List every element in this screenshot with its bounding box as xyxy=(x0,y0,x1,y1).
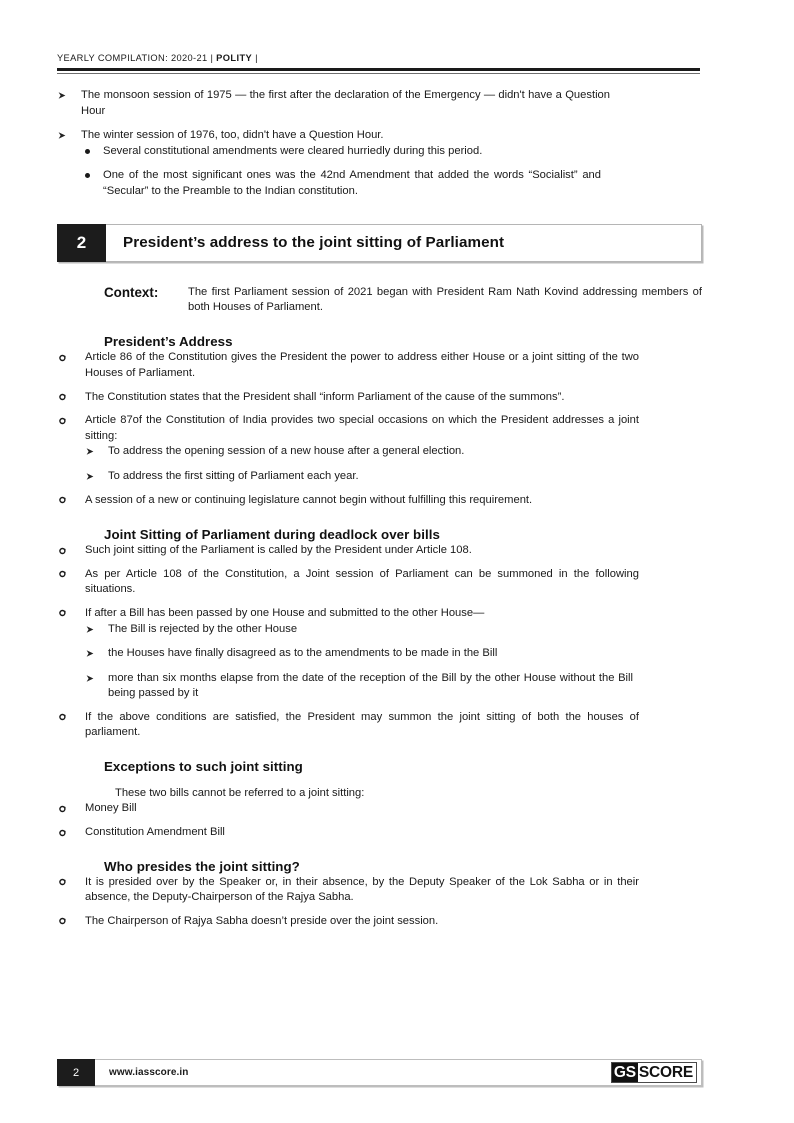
page-footer xyxy=(57,1059,702,1086)
list-item-text: Constitution Amendment Bill xyxy=(85,826,225,839)
list-item xyxy=(57,875,639,906)
header-rule-thick xyxy=(57,68,700,71)
list-item xyxy=(57,413,639,484)
section-number: 2 xyxy=(57,224,106,262)
arrow-bullet-icon xyxy=(58,131,67,140)
list-item xyxy=(85,444,633,460)
ring-bullet-icon xyxy=(59,805,67,813)
context-block xyxy=(104,285,702,316)
list-item-text: The Chairperson of Rajya Sabha doesn’t preside over the joint session. xyxy=(85,914,439,927)
header-rule-thin xyxy=(57,73,700,74)
list-item xyxy=(57,350,639,381)
list-item xyxy=(57,914,639,930)
nested-dot-list xyxy=(81,144,601,200)
list-item xyxy=(57,567,639,598)
presidents-address-list xyxy=(57,350,639,508)
arrow-bullet-icon xyxy=(58,91,67,100)
header-compilation-label: YEARLY COMPILATION: 2020-21 | xyxy=(57,53,214,63)
list-item xyxy=(81,168,601,199)
dot-bullet-icon xyxy=(85,173,90,178)
list-item-text: The Constitution states that the President shall “inform Parliament of the cause of the summons”. xyxy=(85,390,565,403)
list-item xyxy=(85,671,633,702)
list-item-text: If after a Bill has been passed by one House and submitted to the other House— xyxy=(85,606,485,619)
joint-sitting-deadlock-list xyxy=(57,543,639,741)
list-item-text: As per Article 108 of the Constitution, a Joint session of Parliament can be summoned in the following situations. xyxy=(85,567,639,596)
list-item-text: Article 87of the Constitution of India provides two special occasions on which the President addresses a joint sitting: xyxy=(85,414,639,442)
ring-bullet-icon xyxy=(59,393,67,401)
ring-bullet-icon xyxy=(59,609,67,617)
list-item-text: Money Bill xyxy=(85,802,137,815)
continuation-list xyxy=(57,88,610,200)
ring-bullet-icon xyxy=(59,917,67,925)
exceptions-list xyxy=(57,801,639,840)
ring-bullet-icon xyxy=(59,354,67,362)
arrow-bullet-icon xyxy=(86,625,95,634)
ring-bullet-icon xyxy=(59,713,67,721)
heading-presidents-address: President’s Address xyxy=(104,334,233,350)
running-header-text xyxy=(57,52,700,65)
ring-bullet-icon xyxy=(59,496,67,504)
list-item-text: The monsoon session of 1975 — the first after the declaration of the Emergency — didn't have a Question Hour xyxy=(81,89,610,117)
dot-bullet-icon xyxy=(85,149,90,154)
context-label: Context: xyxy=(104,284,159,300)
list-item-text: Several constitutional amendments were cleared hurriedly during this period. xyxy=(103,144,483,157)
heading-who-presides: Who presides the joint sitting? xyxy=(104,858,300,874)
heading-joint-sitting-deadlock: Joint Sitting of Parliament during deadlock over bills xyxy=(104,527,440,543)
list-item xyxy=(57,710,639,741)
arrow-bullet-icon xyxy=(86,447,95,456)
list-item xyxy=(85,622,633,638)
list-item xyxy=(81,144,601,160)
footer-page-number: 2 xyxy=(57,1059,95,1086)
context-text: The first Parliament session of 2021 began with President Ram Nath Kovind addressing members of both Houses of Parliament. xyxy=(188,285,702,313)
list-item-text: A session of a new or continuing legislature cannot begin without fulfilling this requirement. xyxy=(85,493,533,506)
page-content xyxy=(57,88,702,929)
list-item xyxy=(85,469,633,485)
list-item-text: Article 86 of the Constitution gives the President the power to address either House or a joint sitting of the two Houses of Parliament. xyxy=(85,351,639,379)
ring-bullet-icon xyxy=(59,570,67,578)
footer-website-url[interactable]: www.iasscore.in xyxy=(109,1067,189,1078)
list-item xyxy=(57,128,610,199)
logo-score-text: SCORE xyxy=(638,1063,696,1082)
list-item xyxy=(57,88,610,119)
running-header xyxy=(57,52,700,74)
list-item-text: If the above conditions are satisfied, the President may summon the joint sitting of both the houses of parliament. xyxy=(85,710,639,739)
list-item xyxy=(57,493,639,509)
list-item-text: the Houses have finally disagreed as to the amendments to be made in the Bill xyxy=(108,647,498,660)
list-item xyxy=(57,390,639,406)
logo-gs-text: GS xyxy=(613,1063,636,1081)
arrow-bullet-icon xyxy=(86,649,95,658)
list-item-text: more than six months elapse from the date of the reception of the Bill by the other House without the Bill being passed by it xyxy=(108,671,633,700)
heading-exceptions: Exceptions to such joint sitting xyxy=(104,759,303,775)
header-trailing-pipe: | xyxy=(255,53,258,63)
list-item xyxy=(57,606,639,702)
arrow-bullet-icon xyxy=(86,674,95,683)
section-title: President’s address to the joint sitting of Parliament xyxy=(123,234,505,252)
section-banner xyxy=(57,224,702,262)
section-title-box xyxy=(106,224,702,262)
nested-arrow-list xyxy=(85,444,633,484)
who-presides-list xyxy=(57,875,639,930)
list-item-text: Such joint sitting of the Parliament is called by the President under Article 108. xyxy=(85,544,472,557)
header-subject: POLITY xyxy=(216,53,253,63)
nested-arrow-list xyxy=(85,622,633,702)
list-item xyxy=(57,543,639,559)
list-item xyxy=(57,825,639,841)
exceptions-intro: These two bills cannot be referred to a joint sitting: xyxy=(115,787,365,800)
ring-bullet-icon xyxy=(59,878,67,886)
list-item-text: To address the first sitting of Parliament each year. xyxy=(108,469,359,482)
list-item-text: The Bill is rejected by the other House xyxy=(108,622,298,635)
gsscore-logo xyxy=(611,1062,697,1083)
list-item-text: It is presided over by the Speaker or, in their absence, by the Deputy Speaker of the Lok Sabha or in their absence, the Deputy-Chairperson of the Rajya Sabha. xyxy=(85,875,639,904)
footer-bar xyxy=(95,1059,702,1086)
ring-bullet-icon xyxy=(59,417,67,425)
list-item xyxy=(57,801,639,817)
arrow-bullet-icon xyxy=(86,472,95,481)
list-item-text: To address the opening session of a new house after a general election. xyxy=(108,445,465,458)
list-item-text: The winter session of 1976, too, didn't have a Question Hour. xyxy=(81,129,384,142)
ring-bullet-icon xyxy=(59,829,67,837)
list-item-text: One of the most significant ones was the 42nd Amendment that added the words “Socialist” and “Secular” to the Preamble to the Indian constitution. xyxy=(103,169,601,197)
ring-bullet-icon xyxy=(59,547,67,555)
list-item xyxy=(85,646,633,662)
